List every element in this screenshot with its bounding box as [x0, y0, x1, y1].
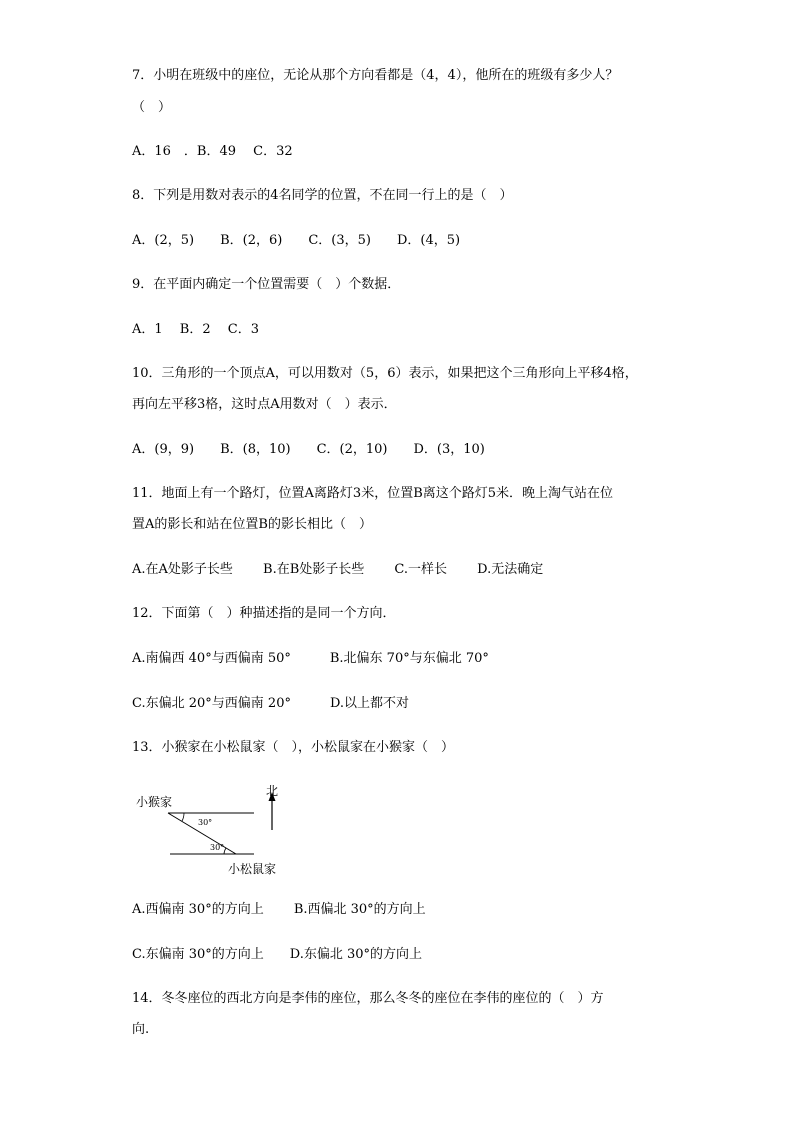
angle-bottom-label: 30° [210, 843, 225, 852]
question-10-text-line2: 再向左平移3格，这时点A用数对（ ）表示． [132, 397, 397, 412]
question-7-text: 7．小明在班级中的座位，无论从那个方向看都是（4，4），他所在的班级有多少人？ [132, 68, 619, 83]
angle-arc-top [182, 813, 184, 821]
question-9-options: A．1 B．2 C．3 [132, 322, 259, 337]
question-12-options-line1: A.南偏西 40°与西偏南 50° B.北偏东 70°与东偏北 70° [132, 651, 489, 666]
question-13-options-line1: A.西偏南 30°的方向上 B.西偏北 30°的方向上 [132, 902, 426, 917]
angle-arc-bottom [224, 848, 226, 854]
question-13-text: 13．小猴家在小松鼠家（ ），小松鼠家在小猴家（ ） [132, 740, 455, 755]
question-8-options: A．(2，5) B．(2，6) C．(3，5) D．(4，5) [132, 233, 461, 248]
question-11-text-line2: 置A的影长和站在位置B的影长相比（ ） [132, 517, 372, 532]
question-9-text: 9．在平面内确定一个位置需要（ ）个数据． [132, 277, 401, 292]
question-13-options-line2: C.东偏南 30°的方向上 D.东偏北 30°的方向上 [132, 947, 423, 962]
monkey-home-label: 小猴家 [136, 795, 173, 809]
question-14-text-line1: 14．冬冬座位的西北方向是李伟的座位，那么冬冬的座位在李伟的座位的（ ）方 [132, 991, 604, 1006]
question-7-blank: （ ） [132, 100, 172, 115]
question-7-options: A．16 ．B．49 C．32 [132, 144, 293, 159]
north-label: 北 [266, 784, 279, 798]
question-12-text: 12．下面第（ ）种描述指的是同一个方向． [132, 606, 396, 621]
squirrel-home-label: 小松鼠家 [228, 862, 277, 876]
question-11-options: A.在A处影子长些 B.在B处影子长些 C.一样长 D.无法确定 [132, 562, 544, 577]
angle-top-label: 30° [198, 818, 213, 827]
question-11-text-line1: 11．地面上有一个路灯，位置A离路灯3米，位置B离这个路灯5米．晚上淘气站在位 [132, 486, 614, 501]
question-10-options: A．(9，9) B．(8，10) C．(2，10) D．(3，10) [132, 442, 485, 457]
question-12-options-line2: C.东偏北 20°与西偏南 20° D.以上都不对 [132, 696, 410, 711]
question-10-text-line1: 10．三角形的一个顶点A，可以用数对（5，6）表示，如果把这个三角形向上平移4格， [132, 366, 638, 381]
direction-diagram [130, 778, 300, 880]
question-14-text-line2: 向. [132, 1022, 150, 1037]
question-8-text: 8．下列是用数对表示的4名同学的位置，不在同一行上的是（ ） [132, 188, 513, 203]
